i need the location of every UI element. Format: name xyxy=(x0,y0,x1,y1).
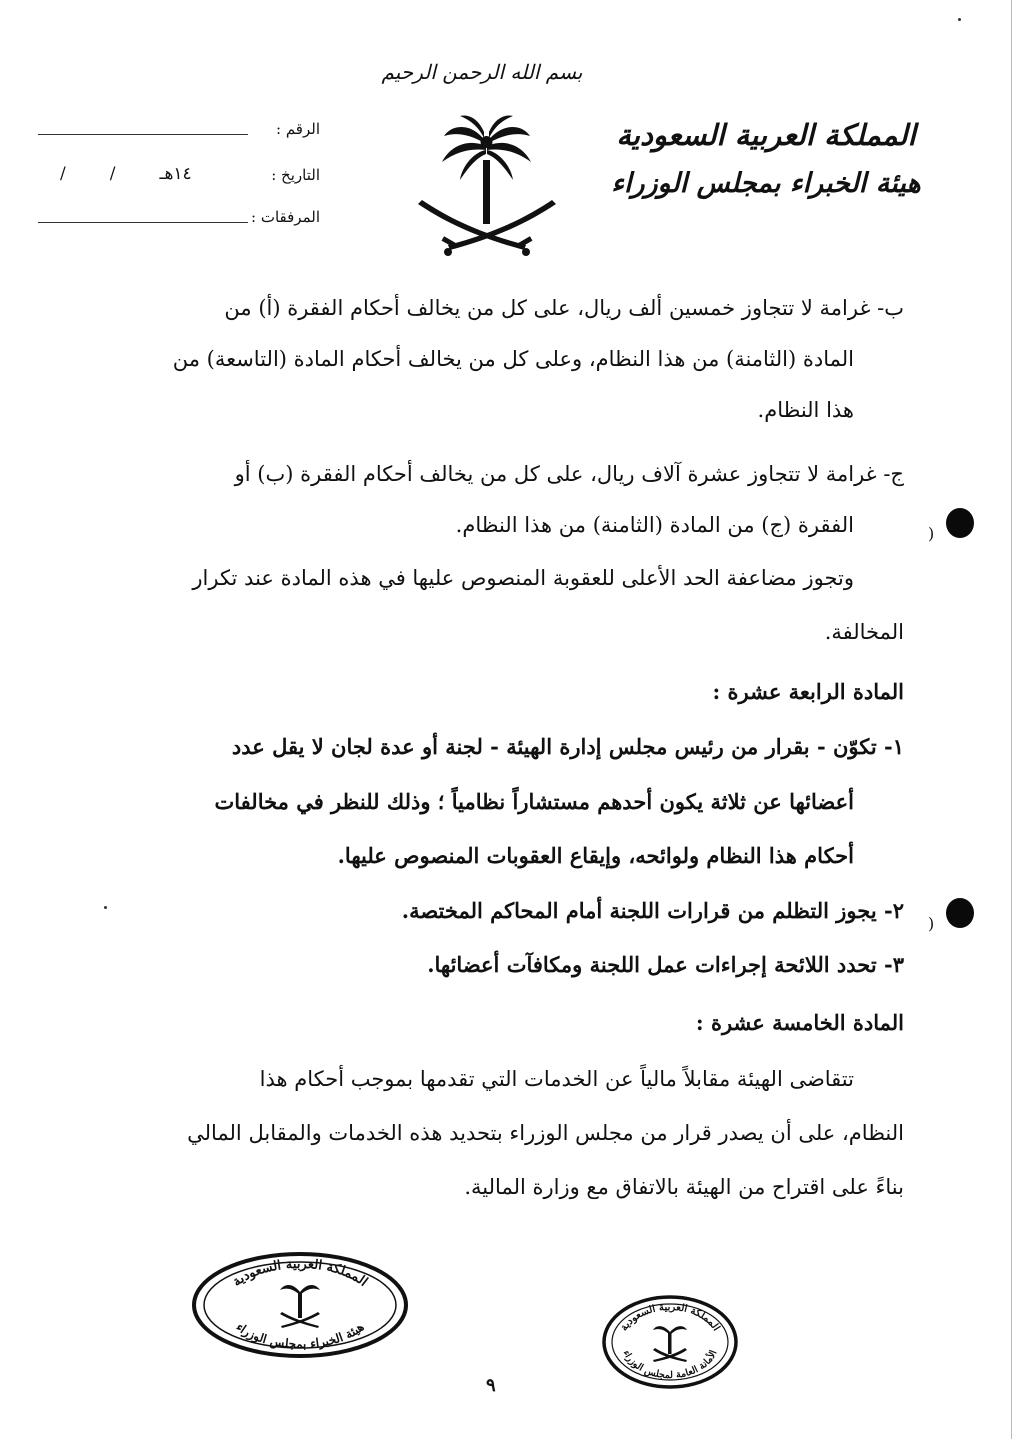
date-separator: / xyxy=(109,164,116,184)
experts-authority-seal xyxy=(190,1250,410,1360)
article-15-line: بناءً على اقتراح من الهيئة بالاتفاق مع وزارة المالية. xyxy=(464,1175,904,1199)
scan-speck xyxy=(104,906,107,909)
kingdom-name: المملكة العربية السعودية xyxy=(616,118,916,152)
date-separator: / xyxy=(60,164,66,184)
reference-label: الرقم : xyxy=(276,120,320,138)
seal-emblem-icon xyxy=(280,1285,320,1328)
repetition-clause-line: المخالفة. xyxy=(824,620,904,644)
attachments-field xyxy=(30,204,320,232)
article-14-title: المادة الرابعة عشرة : xyxy=(712,679,904,704)
punch-hole xyxy=(946,898,974,928)
svg-text:هيئة الخبراء بمجلس الوزراء xyxy=(233,1320,366,1352)
margin-mark: ( xyxy=(928,524,935,543)
repetition-clause-line: وتجوز مضاعفة الحد الأعلى للعقوبة المنصوص عليها في هذه المادة عند تكرار xyxy=(192,566,854,590)
margin-mark: ( xyxy=(928,914,935,933)
article-15-line: النظام، على أن يصدر قرار من مجلس الوزراء بتحديد هذه الخدمات والمقابل المالي xyxy=(187,1121,904,1145)
right-seal-top-text: المملكة العربية السعودية xyxy=(618,1301,722,1334)
left-seal-top-text: المملكة العربية السعودية xyxy=(229,1256,371,1290)
reference-line xyxy=(38,134,248,135)
paragraph-b-line: ب- غرامة لا تتجاوز خمسين ألف ريال، على كل من يخالف أحكام الفقرة (أ) من xyxy=(224,296,904,320)
article-14-item-1-line: أحكام هذا النظام ولوائحه، وإيقاع العقوبات المنصوص عليها. xyxy=(337,843,854,868)
saudi-emblem-icon xyxy=(412,112,562,262)
article-15-line: تتقاضى الهيئة مقابلاً مالياً عن الخدمات التي تقدمها بموجب أحكام هذا xyxy=(259,1067,854,1091)
date-value xyxy=(38,164,214,184)
article-14-item-1-line: ١- تكوّن - بقرار من رئيس مجلس إدارة الهيئة - لجنة أو عدة لجان لا يقل عدد xyxy=(231,734,904,759)
council-secretariat-seal xyxy=(600,1292,740,1392)
reference-field xyxy=(30,116,320,144)
page-edge-line xyxy=(1011,0,1012,1439)
paragraph-c-line: الفقرة (ج) من المادة (الثامنة) من هذا النظام. xyxy=(455,513,854,537)
seal-emblem-icon xyxy=(653,1326,687,1362)
date-label: التاريخ : xyxy=(271,166,320,184)
article-14-item-1-line: أعضائها عن ثلاثة يكون أحدهم مستشاراً نظامياً ؛ وذلك للنظر في مخالفات xyxy=(214,789,854,814)
paragraph-b-line: هذا النظام. xyxy=(757,398,854,422)
svg-text:المملكة العربية السعودية xyxy=(230,1257,370,1290)
punch-hole xyxy=(946,508,974,538)
article-14-item-3: ٣- تحدد اللائحة إجراءات عمل اللجنة ومكافآت أعضائها. xyxy=(427,952,904,977)
authority-name: هيئة الخبراء بمجلس الوزراء xyxy=(611,168,921,199)
svg-text:المملكة العربية السعودية xyxy=(619,1302,722,1333)
paragraph-b-line: المادة (الثامنة) من هذا النظام، وعلى كل من يخالف أحكام المادة (التاسعة) من xyxy=(172,347,854,371)
article-14-item-2: ٢- يجوز التظلم من قرارات اللجنة أمام المحاكم المختصة. xyxy=(401,898,904,923)
page-number: ٩ xyxy=(486,1375,496,1396)
basmala: بسم الله الرحمن الرحيم xyxy=(381,60,583,84)
right-seal-bottom-text: الأمانة العامة لمجلس الوزراء xyxy=(620,1348,720,1382)
attachments-line xyxy=(38,222,248,223)
paragraph-c-line: ج- غرامة لا تتجاوز عشرة آلاف ريال، على كل من يخالف أحكام الفقرة (ب) أو xyxy=(234,462,904,486)
attachments-label: المرفقات : xyxy=(251,208,320,226)
scan-speck xyxy=(958,18,961,21)
date-field xyxy=(30,162,320,190)
article-15-title: المادة الخامسة عشرة : xyxy=(695,1010,904,1035)
left-seal-bottom-text: هيئة الخبراء بمجلس الوزراء xyxy=(233,1319,367,1352)
date-year: ١٤هـ xyxy=(159,164,192,184)
